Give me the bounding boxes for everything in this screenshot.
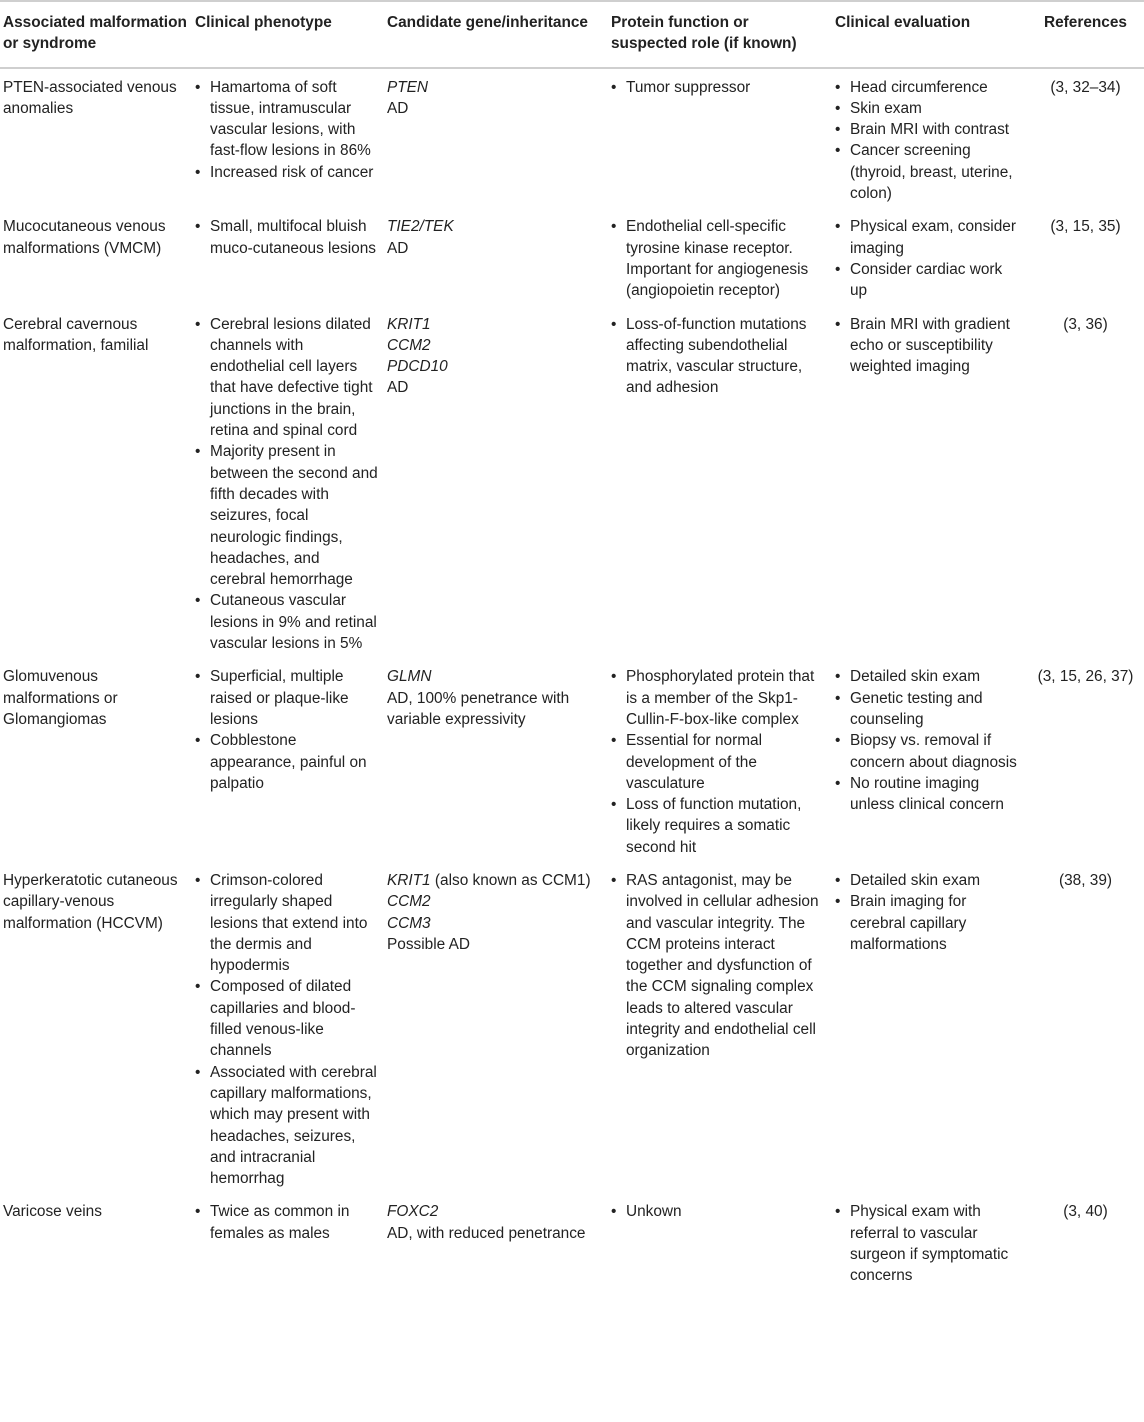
list-item: • No routine imaging unless clinical concern	[850, 773, 1023, 816]
table-body	[0, 68, 1144, 1291]
list-item: • Detailed skin exam	[850, 870, 1023, 891]
gene-name: KRIT1	[387, 871, 431, 889]
phenotype-cell	[191, 68, 383, 209]
gene-name: CCM2	[387, 336, 431, 354]
gene-name: KRIT1	[387, 315, 431, 333]
list-item: • Cutaneous vascular lesions in 9% and retinal vascular lesions in 5%	[210, 590, 379, 654]
syndrome-cell: Hyperkeratotic cutaneous capillary-venous malformation (HCCVM)	[3, 871, 178, 932]
phenotype-list	[195, 870, 379, 1189]
list-item: • Cerebral lesions dilated channels with endothelial cell layers that have defective tight junctions in the brain, retina and spinal cord	[210, 314, 379, 442]
phenotype-list	[195, 314, 379, 655]
list-item: • Brain MRI with contrast	[850, 119, 1023, 140]
syndrome-cell: Cerebral cavernous malformation, familial	[3, 315, 149, 354]
table-row	[0, 208, 1144, 305]
protein-list	[611, 216, 827, 301]
inheritance: AD, with reduced penetrance	[387, 1224, 586, 1242]
list-item: • Biopsy vs. removal if concern about diagnosis	[850, 730, 1023, 773]
phenotype-cell	[191, 306, 383, 659]
evaluation-list	[835, 1201, 1023, 1286]
phenotype-list	[195, 666, 379, 794]
list-item: • Detailed skin exam	[850, 666, 1023, 687]
protein-list	[611, 666, 827, 858]
header-gene: Candidate gene/inheritance	[387, 14, 588, 31]
evaluation-list	[835, 666, 1023, 815]
gene-name: TIE2/TEK	[387, 218, 454, 236]
references-cell: (3, 15, 35)	[1050, 218, 1121, 236]
references-cell: (3, 36)	[1063, 315, 1108, 333]
gene-line	[387, 913, 603, 934]
evaluation-cell	[831, 862, 1027, 1193]
references-cell: (3, 40)	[1063, 1203, 1108, 1221]
evaluation-cell	[831, 208, 1027, 305]
references-cell: (3, 32–34)	[1050, 78, 1121, 96]
gene-cell	[383, 306, 607, 659]
gene-cell	[383, 862, 607, 1193]
references-cell: (38, 39)	[1058, 871, 1113, 889]
list-item: • Majority present in between the second and fifth decades with seizures, focal neurologic findings, headaches, and cerebral hemorrhage	[210, 441, 379, 590]
header-protein: Protein function or suspected role (if known)	[611, 14, 797, 53]
phenotype-cell	[191, 1193, 383, 1290]
syndrome-cell: Glomuvenous malformations or Glomangiomas	[3, 668, 118, 728]
gene-cell	[383, 68, 607, 209]
gene-line	[387, 891, 603, 912]
list-item: • Consider cardiac work up	[850, 259, 1023, 302]
gene-name: CCM2	[387, 893, 431, 911]
inheritance: AD, 100% penetrance with variable expressivity	[387, 689, 570, 728]
gene-note: (also known as CCM1)	[430, 871, 591, 889]
gene-cell	[383, 658, 607, 862]
list-item: • Hamartoma of soft tissue, intramuscular vascular lesions, with fast-flow lesions in 86%	[210, 77, 379, 162]
list-item: • Tumor suppressor	[626, 77, 827, 98]
header-syndrome: Associated malformation or syndrome	[3, 14, 187, 53]
gene-name: CCM3	[387, 914, 431, 932]
list-item: • Increased risk of cancer	[210, 162, 379, 183]
list-item: • Phosphorylated protein that is a member of the Skp1-Cullin-F-box-like complex	[626, 666, 827, 730]
gene-name: GLMN	[387, 668, 432, 686]
inheritance: AD	[387, 239, 409, 257]
list-item: • Genetic testing and counseling	[850, 688, 1023, 731]
protein-cell	[607, 658, 831, 862]
gene-cell	[383, 208, 607, 305]
evaluation-cell	[831, 1193, 1027, 1290]
list-item: • Small, multifocal bluish muco-cutaneous lesions	[210, 216, 379, 259]
protein-list	[611, 1201, 827, 1222]
phenotype-cell	[191, 658, 383, 862]
list-item: • Crimson-colored irregularly shaped lesions that extend into the dermis and hypodermis	[210, 870, 379, 976]
inheritance: AD	[387, 379, 409, 397]
table-row	[0, 1193, 1144, 1290]
list-item: • Superficial, multiple raised or plaque-like lesions	[210, 666, 379, 730]
header-phenotype: Clinical phenotype	[195, 14, 332, 31]
protein-cell	[607, 862, 831, 1193]
list-item: • Loss-of-function mutations affecting subendothelial matrix, vascular structure, and adhesion	[626, 314, 827, 399]
evaluation-list	[835, 870, 1023, 955]
list-item: • Endothelial cell-specific tyrosine kinase receptor. Important for angiogenesis (angiopoietin receptor)	[626, 216, 827, 301]
evaluation-cell	[831, 658, 1027, 862]
table-row	[0, 306, 1144, 659]
list-item: • Physical exam, consider imaging	[850, 216, 1023, 259]
protein-list	[611, 870, 827, 1062]
header-evaluation: Clinical evaluation	[835, 14, 971, 31]
list-item: • Twice as common in females as males	[210, 1201, 379, 1244]
evaluation-cell	[831, 306, 1027, 659]
list-item: • Essential for normal development of the vasculature	[626, 730, 827, 794]
gene-name: PTEN	[387, 78, 429, 96]
list-item: • Brain imaging for cerebral capillary malformations	[850, 891, 1023, 955]
evaluation-list	[835, 216, 1023, 301]
gene-name: PDCD10	[387, 358, 448, 376]
list-item: • Composed of dilated capillaries and blood-filled venous-like channels	[210, 976, 379, 1061]
phenotype-cell	[191, 208, 383, 305]
protein-cell	[607, 1193, 831, 1290]
evaluation-list	[835, 77, 1023, 205]
table-row	[0, 658, 1144, 862]
list-item: • Cancer screening (thyroid, breast, uterine, colon)	[850, 140, 1023, 204]
protein-cell	[607, 306, 831, 659]
list-item: • Unkown	[626, 1201, 827, 1222]
gene-name: FOXC2	[387, 1203, 439, 1221]
references-cell: (3, 15, 26, 37)	[1037, 668, 1134, 686]
table-row	[0, 68, 1144, 209]
list-item: • Brain MRI with gradient echo or susceptibility weighted imaging	[850, 314, 1023, 378]
syndrome-cell: Mucocutaneous venous malformations (VMCM)	[3, 218, 166, 257]
table-header	[0, 1, 1144, 68]
list-item: • Physical exam with referral to vascular surgeon if symptomatic concerns	[850, 1201, 1023, 1286]
gene-cell	[383, 1193, 607, 1290]
header-references: References	[1044, 14, 1127, 31]
gene-line	[387, 870, 603, 891]
list-item: • Associated with cerebral capillary malformations, which may present with headaches, seizures, and intracranial hemorrhag	[210, 1062, 379, 1190]
syndrome-cell: Varicose veins	[3, 1203, 102, 1221]
phenotype-list	[195, 1201, 379, 1244]
list-item: • Cobblestone appearance, painful on palpatio	[210, 730, 379, 794]
phenotype-list	[195, 216, 379, 259]
list-item: • RAS antagonist, may be involved in cellular adhesion and vascular integrity. The CCM proteins interact together and dysfunction of the CCM signaling complex leads to altered vascular integrity and endothelial cell organization	[626, 870, 827, 1062]
phenotype-list	[195, 77, 379, 183]
list-item: • Loss of function mutation, likely requires a somatic second hit	[626, 794, 827, 858]
inheritance: AD	[387, 99, 409, 117]
evaluation-list	[835, 314, 1023, 378]
protein-list	[611, 77, 827, 98]
syndrome-cell: PTEN-associated venous anomalies	[3, 78, 177, 117]
list-item: • Head circumference	[850, 77, 1023, 98]
protein-list	[611, 314, 827, 399]
table-row	[0, 862, 1144, 1193]
evaluation-cell	[831, 68, 1027, 209]
list-item: • Skin exam	[850, 98, 1023, 119]
inheritance: Possible AD	[387, 935, 470, 953]
protein-cell	[607, 208, 831, 305]
protein-cell	[607, 68, 831, 209]
phenotype-cell	[191, 862, 383, 1193]
